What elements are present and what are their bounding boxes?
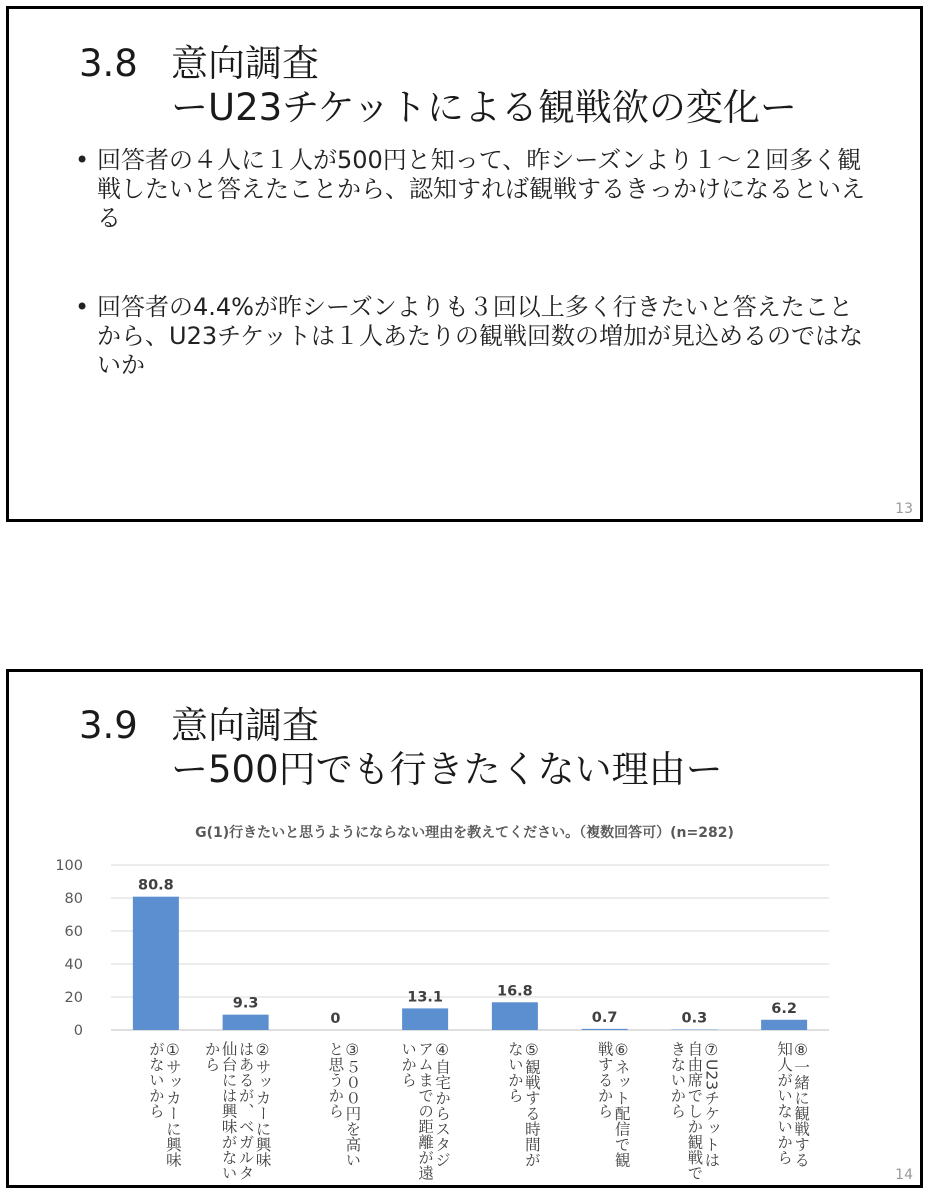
x-category-label: ①サッカーに興味がないから <box>146 1041 182 1168</box>
y-tick-label: 20 <box>64 990 83 1006</box>
chart-title: G(1)行きたいと思うようにならない理由を教えてください。（複数回答可）(n=282) <box>195 825 734 841</box>
slide-14 <box>6 669 923 1188</box>
x-category-label: ③５００円を高いと思うから <box>326 1041 362 1168</box>
y-tick-label: 60 <box>64 924 83 940</box>
data-label: 16.8 <box>496 983 533 1000</box>
y-tick-label: 40 <box>64 957 83 973</box>
x-category-label: ⑤観戦する時間がないから <box>505 1041 541 1168</box>
slide-13 <box>6 6 923 522</box>
x-category-label: ⑧一緒に観戦する知人がいないから <box>775 1041 811 1168</box>
data-label: 9.3 <box>232 995 259 1012</box>
y-tick-label: 80 <box>64 891 83 907</box>
bar <box>761 1020 807 1030</box>
bar <box>133 897 179 1030</box>
section-number: 3.9 <box>79 704 138 747</box>
subtitle: ーU23チケットによる観戦欲の変化ー <box>171 86 797 129</box>
slide-13-title <box>79 42 797 130</box>
y-tick-label: 100 <box>55 858 83 874</box>
page-number: 13 <box>895 501 913 517</box>
subtitle: ー500円でも行きたくない理由ー <box>171 748 723 791</box>
bar <box>582 1029 628 1030</box>
data-label: 80.8 <box>137 877 174 894</box>
bar <box>402 1008 448 1030</box>
title-text: 意向調査 <box>171 704 319 747</box>
bullet-list <box>71 146 871 440</box>
bar <box>223 1015 269 1030</box>
bullet-item: • 回答者の4.4%が昨シーズンよりも３回以上多く行きたいと答えたことから、U23チケットは１人あたりの観戦回数の増加が見込めるのではないか <box>71 293 871 380</box>
page-number: 14 <box>895 1167 913 1183</box>
data-label: 0 <box>330 1011 341 1027</box>
bar <box>492 1002 538 1030</box>
x-category-label: ⑥ネット配信で観戦するから <box>595 1041 631 1168</box>
x-category-label: ⑦U23チケットは自由席でしか観戦できないから <box>668 1041 721 1181</box>
data-label: 0.3 <box>681 1010 708 1027</box>
section-number: 3.8 <box>79 42 138 85</box>
title-text: 意向調査 <box>171 42 319 85</box>
data-label: 13.1 <box>407 989 444 1006</box>
x-category-label: ④自宅からスタジアムまでの距離が遠いから <box>399 1041 452 1181</box>
bullet-item: • 回答者の４人に１人が500円と知って、昨シーズンより１～２回多く観戦したいと答えたことから、認知すれば観戦するきっかけになるといえる <box>71 146 871 233</box>
x-category-label: ②サッカーに興味はあるが、ベガルタ仙台には興味がないから <box>202 1041 272 1181</box>
data-label: 0.7 <box>591 1009 618 1026</box>
data-label: 6.2 <box>771 1000 797 1017</box>
y-tick-label: 0 <box>73 1023 83 1039</box>
